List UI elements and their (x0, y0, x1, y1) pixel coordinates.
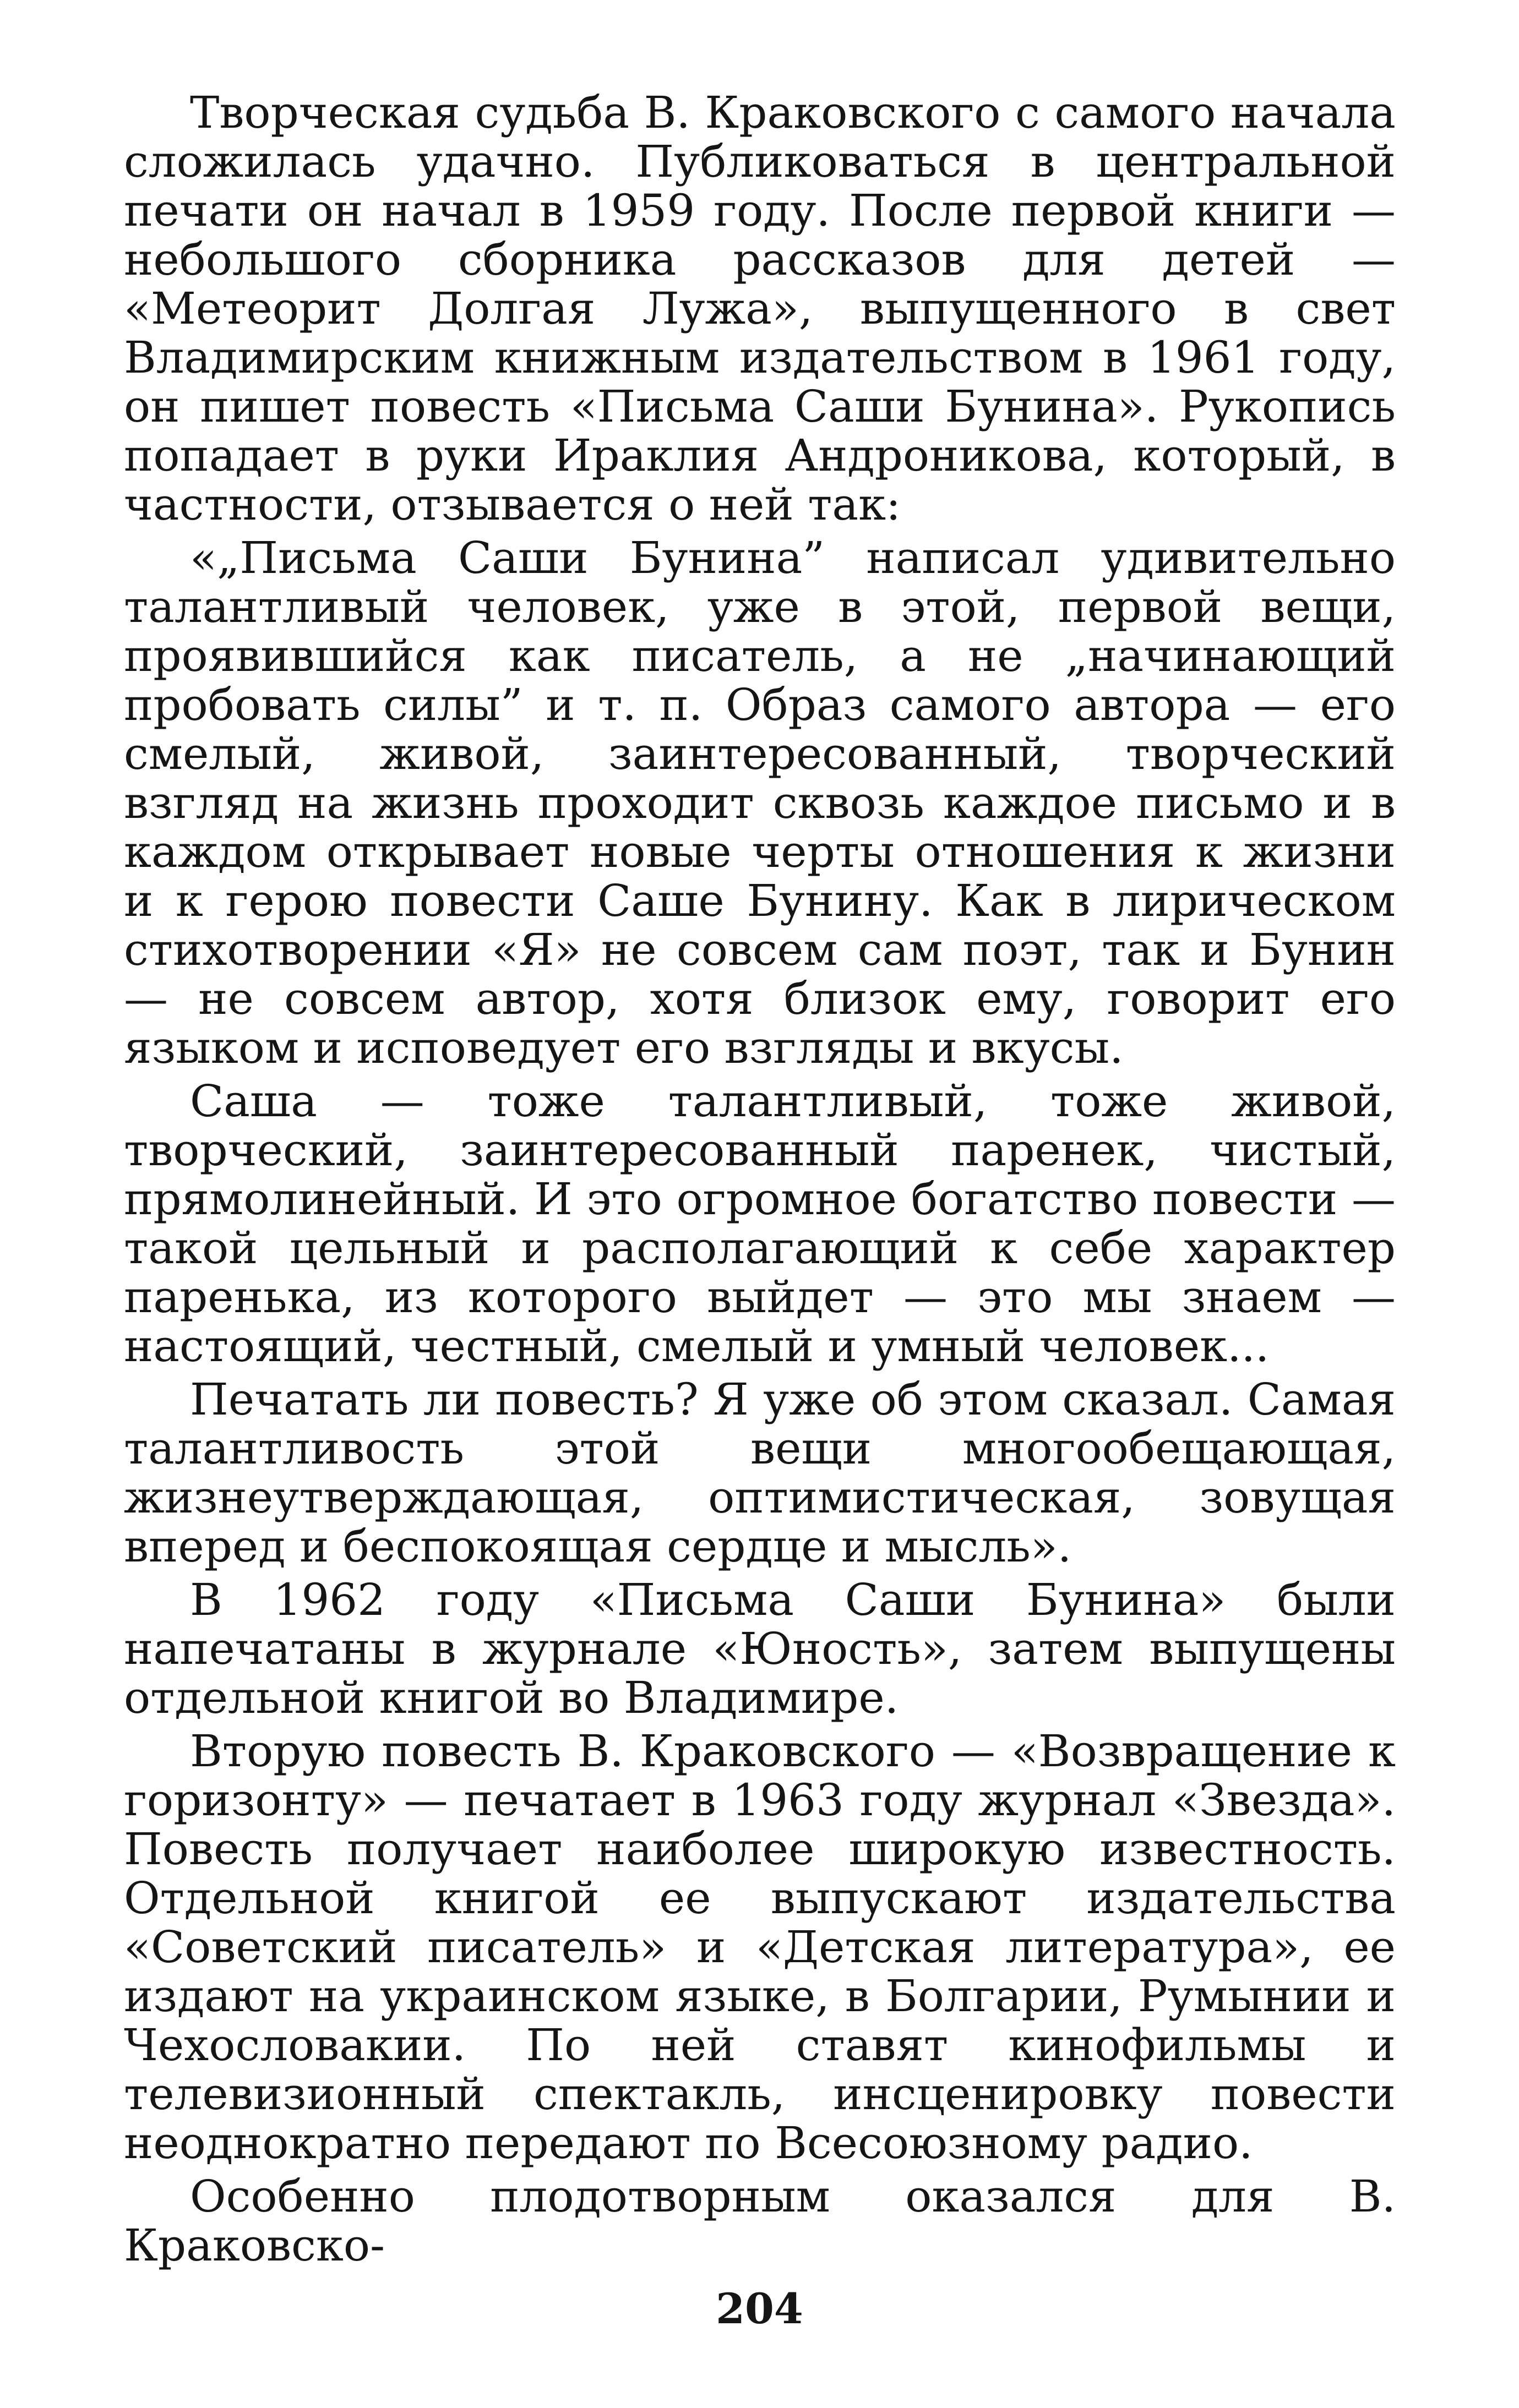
page-number: 204 (716, 2284, 803, 2333)
paragraph: В 1962 году «Письма Саши Бунина» были напечатаны в журнале «Юность», затем выпущены отдельной книгой во Владимире. (124, 1574, 1396, 1723)
paragraph: Особенно плодотворным оказался для В. Краковско- (124, 2171, 1396, 2271)
paragraph: Творческая судьба В. Краковского с самого начала сложилась удачно. Публиковаться в центральной печати он начал в 1959 году. После первой книги — небольшого сборника рассказов для детей — «Метеорит Долгая Лужа», выпущенного в свет Владимирским книжным издательством в 1961 году, он пишет повесть «Письма Саши Бунина». Рукопись попадает в руки Ираклия Андроникова, который, в частности, отзывается о ней так: (124, 87, 1396, 530)
paragraph: Вторую повесть В. Краковского — «Возвращение к горизонту» — печатает в 1963 году журнал «Звезда». Повесть получает наиболее широкую известность. Отдельной книгой ее выпускают издательства «Советский писатель» и «Детская литература», ее издают на украинском языке, в Болгарии, Румынии и Чехословакии. По ней ставят кинофильмы и телевизионный спектакль, инсценировку повести неоднократно передают по Всесоюзному радио. (124, 1726, 1396, 2169)
paragraph: Печатать ли повесть? Я уже об этом сказал. Самая талантливость этой вещи многообещающая, жизнеутверждающая, оптимистическая, зовущая вперед и беспокоящая сердце и мысль». (124, 1374, 1396, 1572)
paragraph: Саша — тоже талантливый, тоже живой, творческий, заинтересованный паренек, чистый, прямолинейный. И это огромное богатство повести — такой цельный и располагающий к себе характер паренька, из которого выйдет — это мы знаем — настоящий, честный, смелый и умный человек... (124, 1075, 1396, 1372)
page-text (124, 88, 1396, 2274)
paragraph: «„Письма Саши Бунина” написал удивительно талантливый человек, уже в этой, первой вещи, проявившийся как писатель, а не „начинающий пробовать силы” и т. п. Образ самого автора — его смелый, живой, заинтересованный, творческий взгляд на жизнь проходит сквозь каждое письмо и в каждом открывает новые черты отношения к жизни и к герою повести Саше Бунину. Как в лирическом стихотворении «Я» не совсем сам поэт, так и Бунин — не совсем автор, хотя близок ему, говорит его языком и исповедует его взгляды и вкусы. (124, 532, 1396, 1073)
